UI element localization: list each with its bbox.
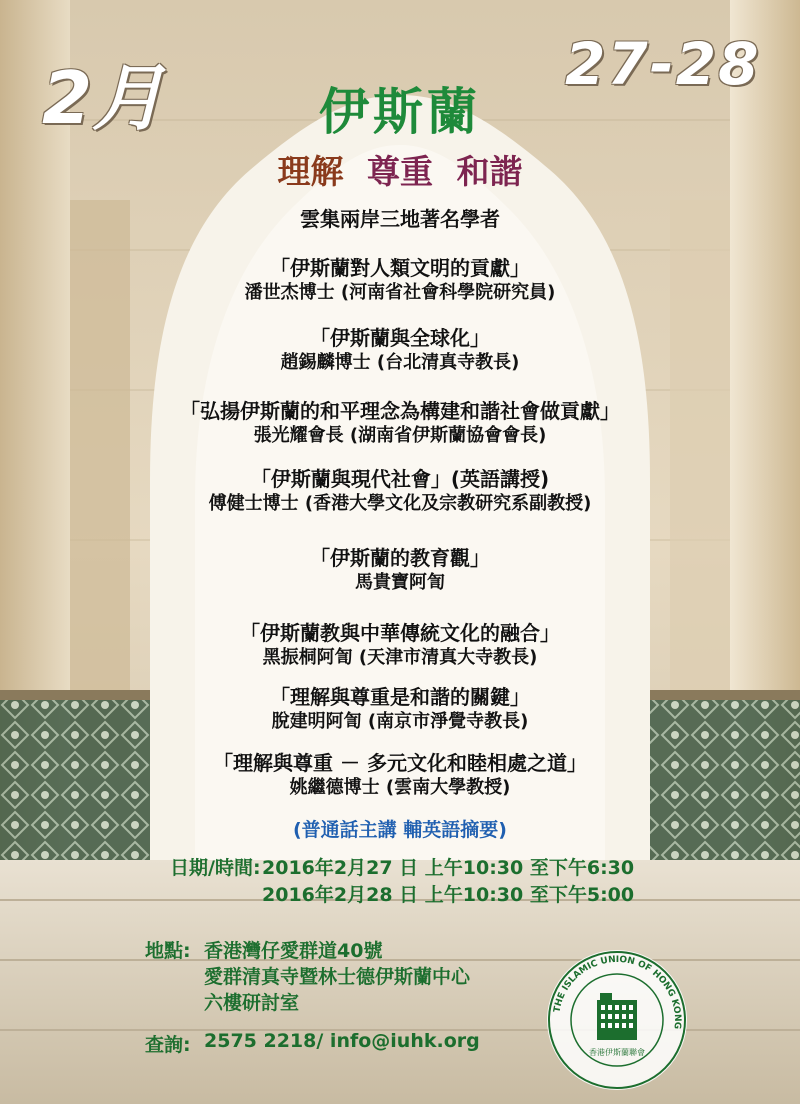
talk-speaker: 馬貴寶阿訇 <box>355 572 445 593</box>
venue-line1: 香港灣仔愛群道40號 <box>204 940 383 962</box>
talk-item <box>0 684 800 734</box>
subtitle <box>0 146 800 193</box>
talk-speaker: 潘世杰博士 (河南省社會科學院研究員) <box>244 282 556 303</box>
svg-text:THE ISLAMIC UNION OF HONG KONG: THE ISLAMIC UNION OF HONG KONG <box>552 954 683 1030</box>
language-note: (普通話主講 輔英語摘要) <box>293 819 507 841</box>
talk-title: 「理解與尊重是和諧的關鍵」 <box>270 685 530 709</box>
talk-speaker: 趙錫麟博士 (台北清真寺教長) <box>280 352 520 373</box>
talk-item <box>0 620 800 670</box>
talk-item <box>0 325 800 375</box>
tagline: 雲集兩岸三地著名學者 <box>300 207 500 231</box>
venue-line3: 六樓研討室 <box>204 992 300 1014</box>
talk-title: 「伊斯蘭對人類文明的貢獻」 <box>270 256 530 280</box>
talk-speaker: 黑振桐阿訇 (天津市清真大寺教長) <box>262 647 538 668</box>
talk-item <box>0 545 800 595</box>
talk-title: 「伊斯蘭教與中華傳統文化的融合」 <box>240 621 560 645</box>
event-month: 2月 <box>42 56 165 140</box>
enquiry-label: 查詢: <box>145 1034 191 1056</box>
venue-line2: 愛群清真寺暨林士德伊斯蘭中心 <box>204 966 471 988</box>
talk-item <box>0 398 800 448</box>
schedule-day2: 2016年2月28 日 上午10:30 至下午5:00 <box>262 884 635 906</box>
enquiry-value: 2575 2218/ info@iuhk.org <box>204 1030 480 1052</box>
talk-title: 「理解與尊重 － 多元文化和睦相處之道」 <box>213 751 587 775</box>
schedule-day1: 2016年2月27 日 上午10:30 至下午6:30 <box>262 857 635 879</box>
talk-speaker: 姚繼德博士 (雲南大學教授) <box>289 777 511 798</box>
subtitle-respect: 尊重 <box>367 152 433 191</box>
page-title: 伊斯蘭 <box>319 83 481 141</box>
islamic-union-logo <box>542 945 692 1095</box>
subtitle-understanding: 理解 <box>277 152 344 191</box>
mosque-building-icon <box>597 993 637 1040</box>
talk-speaker: 脫建明阿訇 (南京市淨覺寺教長) <box>271 711 529 732</box>
venue-label: 地點: <box>145 940 191 962</box>
talk-title: 「弘揚伊斯蘭的和平理念為構建和諧社會做貢獻」 <box>180 399 620 423</box>
svg-text:香港伊斯蘭聯會: 香港伊斯蘭聯會 <box>589 1048 645 1057</box>
talk-title: 「伊斯蘭與全球化」 <box>310 326 490 350</box>
schedule-label: 日期/時間: <box>170 857 261 879</box>
talk-title: 「伊斯蘭與現代社會」(英語講授) <box>250 467 550 491</box>
talk-item <box>0 255 800 305</box>
talk-speaker: 張光耀會長 (湖南省伊斯蘭協會會長) <box>253 425 547 446</box>
talk-item <box>0 466 800 516</box>
talk-item <box>0 750 800 800</box>
talk-title: 「伊斯蘭的教育觀」 <box>310 546 490 570</box>
subtitle-harmony: 和諧 <box>456 152 523 191</box>
event-days: 27-28 <box>565 30 761 98</box>
talk-speaker: 傅健士博士 (香港大學文化及宗教研究系副教授) <box>208 493 592 514</box>
